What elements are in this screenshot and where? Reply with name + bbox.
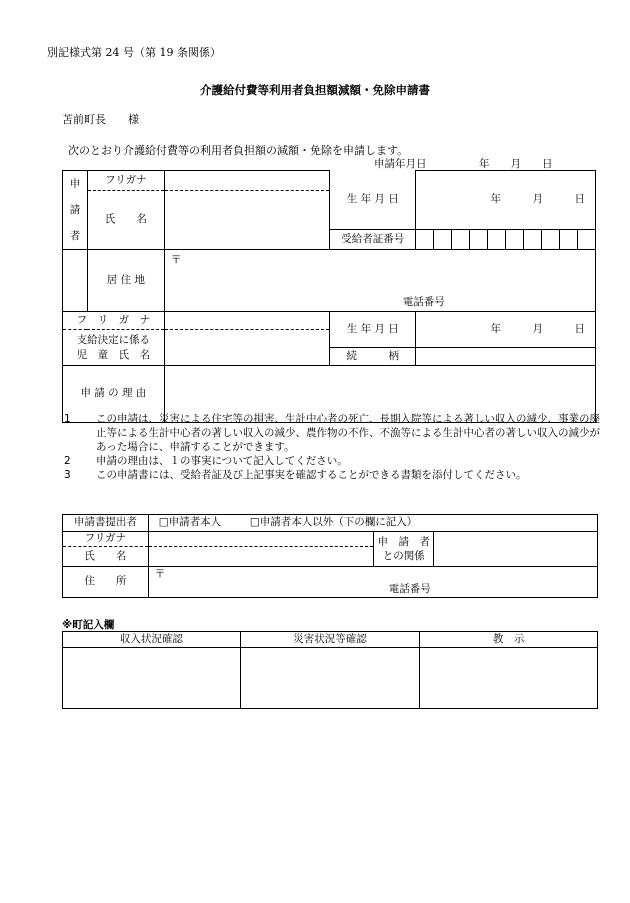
form-title: 介護給付費等利用者負担額減額・免除申請書	[200, 83, 430, 97]
submitter-address-label: 住 所	[63, 567, 149, 598]
residence-label: 居 住 地	[87, 250, 164, 312]
submitter-furigana-label: フリガナ	[63, 532, 149, 547]
child-furigana-input[interactable]	[164, 312, 330, 330]
form-number: 別記様式第 24 号（第 19 条関係）	[47, 46, 221, 59]
disaster-check-header: 災害状況等確認	[240, 632, 420, 648]
submitter-table	[62, 514, 598, 598]
applicant-birth-label: 生 年 月 日	[330, 171, 416, 230]
applicant-birth-value[interactable]: 年 月 日	[416, 171, 596, 230]
option-self-checkbox[interactable]: □申請者本人	[158, 516, 222, 529]
note-item: 1 この申請は、災害による住宅等の損害、生計中心者の死亡、長期入院等による著しい収入の減少、事業の廃止等による生計中心者の著しい収入の減少、農作物の不作、不漁等による生計中心者の著しい収入の減少があった場合に、申請することができます。	[64, 413, 600, 453]
child-name-label: 支給決定に係る 児 童 氏 名	[63, 330, 165, 366]
income-check-header: 収入状況確認	[63, 632, 241, 648]
income-check-cell[interactable]	[63, 648, 241, 709]
relationship-label: 続 柄	[330, 348, 416, 366]
application-date: 申請年月日 年 月 日	[374, 158, 553, 170]
phone-label: 電話番号	[402, 296, 445, 309]
submitter-relation-label: 申 請 者 との関係	[374, 532, 434, 567]
note-item: 3 この申請書には、受給者証及び上記事実を確認することができる書類を添付してください。	[64, 469, 527, 481]
submitter-options	[148, 515, 597, 532]
applicant-name-input[interactable]	[164, 191, 330, 250]
disaster-check-cell[interactable]	[240, 648, 420, 709]
applicant-name-label: 氏 名	[87, 191, 164, 250]
submitter-name-input[interactable]	[148, 547, 374, 567]
intro-text: 次のとおり介護給付費等の利用者負担額の減額・免除を申請します。	[68, 144, 409, 157]
applicant-section-label: 申 請 者	[63, 171, 88, 250]
relationship-input[interactable]	[416, 348, 596, 366]
child-name-input[interactable]	[164, 330, 330, 366]
child-birth-label: 生 年 月 日	[330, 312, 416, 348]
town-section-heading: ※町記入欄	[62, 619, 115, 631]
submitter-label: 申請書提出者	[63, 515, 149, 532]
note-item: 2 申請の理由は、１の事実について記入してください。	[64, 455, 348, 467]
recipient-cert-number-boxes[interactable]	[416, 230, 596, 250]
submitter-postal-mark: 〒	[154, 568, 166, 580]
reason-label: 申 請 の 理 由	[63, 366, 165, 423]
instruction-header: 教 示	[420, 632, 598, 648]
submitter-address-input[interactable]	[148, 567, 597, 598]
instruction-cell[interactable]	[420, 648, 598, 709]
addressee: 苫前町長 様	[62, 113, 139, 126]
submitter-furigana-input[interactable]	[148, 532, 374, 547]
town-table	[62, 631, 598, 709]
child-birth-value[interactable]: 年 月 日	[416, 312, 596, 348]
notes-list	[64, 412, 604, 482]
submitter-relation-input[interactable]	[434, 532, 598, 567]
postal-mark: 〒	[170, 254, 182, 266]
applicant-furigana-label: フリガナ	[87, 171, 164, 191]
residence-input[interactable]	[164, 250, 595, 312]
child-furigana-label: フ リ ガ ナ	[63, 312, 165, 330]
submitter-name-label: 氏 名	[63, 547, 149, 567]
option-other-checkbox[interactable]: □申請者本人以外（下の欄に記入）	[249, 516, 418, 529]
submitter-phone-label: 電話番号	[388, 583, 431, 596]
recipient-cert-label: 受給者証番号	[330, 230, 416, 250]
applicant-furigana-input[interactable]	[164, 171, 330, 191]
applicant-table	[62, 170, 596, 423]
